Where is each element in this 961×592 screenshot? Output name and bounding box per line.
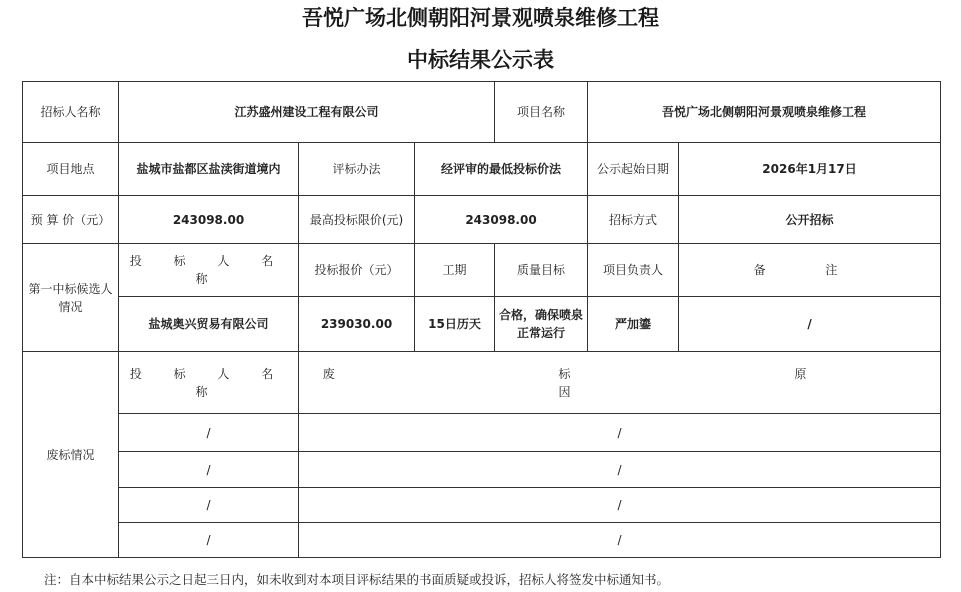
page-title: 吾悦广场北侧朝阳河景观喷泉维修工程	[302, 5, 659, 30]
candidate-manager: 严加鎏	[588, 297, 679, 352]
budget-value: 243098.00	[119, 196, 299, 244]
eval-method-value: 经评审的最低投标价法	[415, 143, 588, 196]
first-candidate-label: 第一中标候选人情况	[23, 244, 119, 352]
publicity-start-label: 公示起始日期	[588, 143, 679, 196]
tender-method-label: 招标方式	[588, 196, 679, 244]
bid-price-header: 投标报价（元）	[299, 244, 415, 297]
publicity-start-value: 2026年1月17日	[679, 143, 941, 196]
table-row	[23, 196, 941, 244]
table-row	[23, 452, 941, 488]
disq-reason-cell: /	[299, 488, 941, 523]
disq-reason-cell: /	[299, 452, 941, 488]
disq-bidder-header: 投 标 人 名 称	[119, 352, 299, 414]
disq-reason-cell: /	[299, 523, 941, 558]
disq-reason-header: 废 标 原 因	[299, 352, 941, 414]
candidate-remarks: /	[679, 297, 941, 352]
candidate-bidder: 盐城奥兴贸易有限公司	[119, 297, 299, 352]
disq-bidder-cell: /	[119, 452, 299, 488]
manager-header: 项目负责人	[588, 244, 679, 297]
project-location-label: 项目地点	[23, 143, 119, 196]
result-table	[22, 81, 941, 558]
table-row	[23, 523, 941, 558]
disqualified-label: 废标情况	[23, 352, 119, 558]
candidate-quality: 合格，确保喷泉正常运行	[495, 297, 588, 352]
project-location-value: 盐城市盐都区盐渎街道境内	[119, 143, 299, 196]
disq-bidder-cell: /	[119, 488, 299, 523]
project-name-value: 吾悦广场北侧朝阳河景观喷泉维修工程	[588, 82, 941, 143]
candidate-duration: 15日历天	[415, 297, 495, 352]
candidate-bid-price: 239030.00	[299, 297, 415, 352]
tender-method-value: 公开招标	[679, 196, 941, 244]
table-row	[23, 414, 941, 452]
table-row	[23, 244, 941, 297]
bidder-name-header: 投 标 人 名 称	[119, 244, 299, 297]
disq-bidder-cell: /	[119, 414, 299, 452]
tenderer-value: 江苏盛州建设工程有限公司	[119, 82, 495, 143]
disq-reason-cell: /	[299, 414, 941, 452]
disq-bidder-cell: /	[119, 523, 299, 558]
table-row	[23, 297, 941, 352]
footnote: 注：自本中标结果公示之日起三日内，如未收到对本项目评标结果的书面质疑或投诉，招标人将签发中标通知书。	[44, 572, 670, 587]
eval-method-label: 评标办法	[299, 143, 415, 196]
remarks-header: 备 注	[679, 244, 941, 297]
max-bid-value: 243098.00	[415, 196, 588, 244]
max-bid-label: 最高投标限价(元)	[299, 196, 415, 244]
table-row	[23, 352, 941, 414]
quality-header: 质量目标	[495, 244, 588, 297]
duration-header: 工期	[415, 244, 495, 297]
project-name-label: 项目名称	[495, 82, 588, 143]
page-subtitle: 中标结果公示表	[407, 47, 554, 72]
table-row	[23, 82, 941, 143]
table-row	[23, 143, 941, 196]
tenderer-label: 招标人名称	[23, 82, 119, 143]
table-row	[23, 488, 941, 523]
budget-label: 预 算 价（元）	[23, 196, 119, 244]
